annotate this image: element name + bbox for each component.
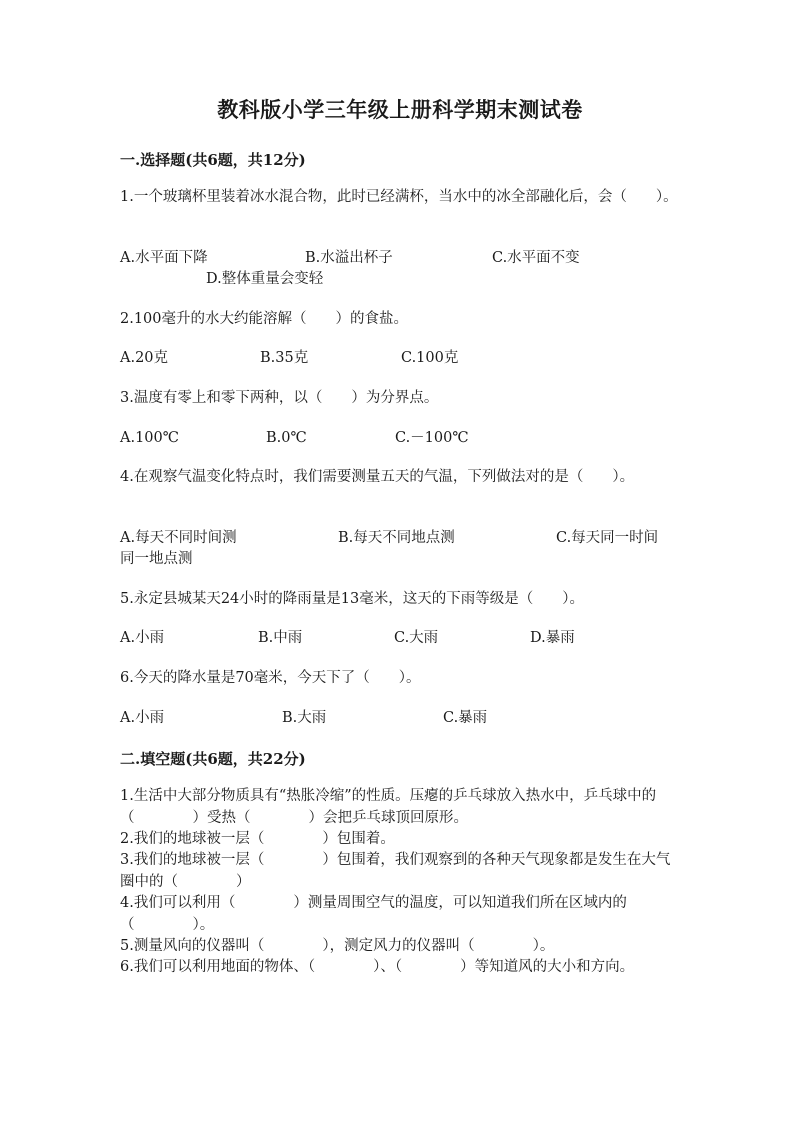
question-5-text: 5.永定县城某天24小时的降雨量是13毫米，这天的下雨等级是（ ）。 [120, 591, 584, 607]
question-1-option-c: C.水平面不变 [492, 250, 580, 266]
question-4-option-c: C.每天同一时间 [556, 530, 659, 546]
question-4-option-b: B.每天不同地点测 [338, 530, 455, 546]
question-2-option-c: C.100克 [401, 350, 459, 366]
question-1-option-d: D.整体重量会变轻 [206, 271, 324, 287]
question-2-option-b: B.35克 [260, 350, 309, 366]
question-6-text: 6.今天的降水量是70毫米，今天下了（ ）。 [120, 670, 421, 686]
question-5-option-d: D.暴雨 [530, 630, 575, 646]
question-3-text: 3.温度有零上和零下两种，以（ ）为分界点。 [120, 390, 439, 406]
fill-question-4: 4.我们可以利用（ ）测量周围空气的温度，可以知道我们所在区域内的（ ）。 [120, 895, 627, 933]
question-3-option-b: B.0℃ [266, 430, 307, 446]
fill-question-5: 5.测量风向的仪器叫（ ），测定风力的仪器叫（ ）。 [120, 938, 555, 954]
question-6-option-c: C.暴雨 [443, 710, 488, 726]
page-title: 教科版小学三年级上册科学期末测试卷 [217, 97, 583, 122]
question-3-option-a: A.100℃ [120, 430, 179, 446]
question-1-option-b: B.水溢出杯子 [305, 250, 393, 266]
question-2-option-a: A.20克 [120, 350, 169, 366]
section-heading-fill-in-blank: 二.填空题(共6题，共22分) [120, 750, 306, 768]
fill-question-1: 1.生活中大部分物质具有“热胀冷缩”的性质。压瘪的乒乓球放入热水中，乒乓球中的（ ）受热（ ）会把乒乓球顶回原形。 [120, 788, 657, 826]
fill-question-6: 6.我们可以利用地面的物体、（ ）、（ ）等知道风的大小和方向。 [120, 959, 635, 975]
question-1-text: 1.一个玻璃杯里装着冰水混合物，此时已经满杯，当水中的冰全部融化后，会（ ）。 [120, 189, 678, 205]
question-4-text: 4.在观察气温变化特点时，我们需要测量五天的气温，下列做法对的是（ ）。 [120, 469, 635, 485]
question-3-option-c: C.－100℃ [395, 430, 469, 446]
question-4-option-a: A.每天不同时间测 [120, 530, 237, 546]
question-6-option-a: A.小雨 [120, 710, 165, 726]
question-1-option-a: A.水平面下降 [120, 250, 208, 266]
section-heading-multiple-choice: 一.选择题(共6题，共12分) [120, 151, 306, 169]
question-5-option-a: A.小雨 [120, 630, 165, 646]
question-2-text: 2.100毫升的水大约能溶解（ ）的食盐。 [120, 311, 409, 327]
question-6-option-b: B.大雨 [282, 710, 327, 726]
fill-question-3: 3.我们的地球被一层（ ）包围着，我们观察到的各种天气现象都是发生在大气圈中的（ ） [120, 852, 671, 890]
question-5-option-b: B.中雨 [258, 630, 303, 646]
question-5-option-c: C.大雨 [394, 630, 439, 646]
fill-question-2: 2.我们的地球被一层（ ）包围着。 [120, 831, 395, 847]
question-4-option-c-continued: 同一地点测 [120, 551, 193, 567]
